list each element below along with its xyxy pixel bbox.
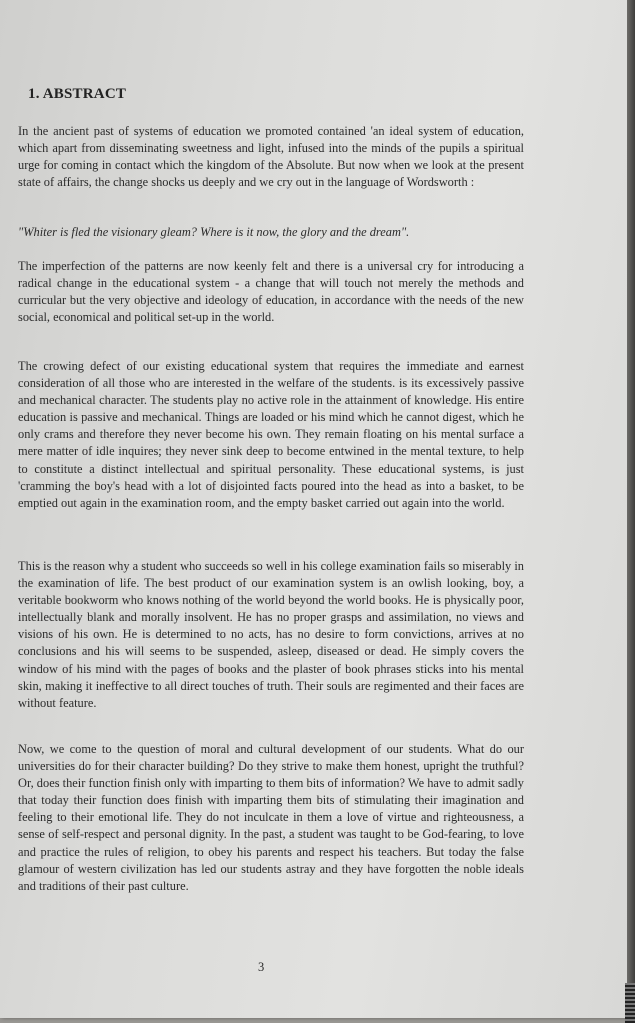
book-binding-edge: [627, 0, 635, 1023]
paragraph-intro: In the ancient past of systems of education we promoted contained 'an ideal system of education, which apart from disseminating sweetness and light, infused into the minds of the pupils a spiritual urge for coming in contact which the kingdom of the Absolute. But now when we look at the present state of affairs, the change shocks us deeply and we cry out in the language of Wordsworth :: [18, 124, 524, 190]
quote-line: "Whiter is fled the visionary gleam? Where is it now, the glory and the dream".: [18, 225, 410, 239]
book-binding-corner: [625, 983, 635, 1023]
paragraph-examination: This is the reason why a student who succeeds so well in his college examination fails so miserably in the examination of life. The best product of our examination system is an owlish looking, boy, a veritable bookworm who knows nothing of the world beyond the world books. He is physically poor, intellectually blank and morally insolvent. He has no proper grasps and assimilation, no views and visions of his own. He is determined to no acts, has no desire to form convictions, arrives at no conclusions and his will seems to be suspended, asleep, diseased or dead. He simply covers the window of his mind with the pages of books and the plaster of book phrases sticks into his mental skin, making it ineffective to all direct touches of truth. Their souls are regimented and their faces are without feature.: [18, 559, 524, 710]
section-heading: 1. ABSTRACT: [28, 86, 127, 102]
page-number: 3: [258, 960, 265, 974]
paragraph-moral: Now, we come to the question of moral and cultural development of our students. What do our universities do for their character building? Do they strive to make them honest, upright the truthful? Or, does their function finish only with imparting to them bits of information? We have to admit sadly that today their function does finish with imparting them bits of stimulating their imagination and feeling to their emotional life. They do not inculcate in them a love of virtue and righteousness, a sense of self-respect and personal dignity. In the past, a student was taught to be God-fearing, to love and practice the rules of religion, to obey his parents and respect his teachers. But today the false glamour of western civilization has led our students astray and they have forgotten the noble ideals and traditions of their past culture.: [18, 742, 524, 893]
paragraph-imperfection: The imperfection of the patterns are now keenly felt and there is a universal cry for introducing a radical change in the educational system - a change that will touch not merely the methods and curricular but the very objective and ideology of education, in accordance with the needs of the new social, economical and political set-up in the world.: [18, 259, 524, 325]
paragraph-defect: The crowing defect of our existing educational system that requires the immediate and earnest consideration of all those who are interested in the welfare of the students. is its excessively passive and mechanical character. The students play no active role in the attainment of knowledge. His entire education is passive and mechanical. Things are loaded or his mind which he cannot digest, which he only crams and therefore they never become his own. They remain floating on his mental surface a mere matter of idle inquires; they never sink deep to become entwined in the mental texture, to help to constitute a distinct intellectual and spiritual personality. These educational systems, is just 'cramming the boy's head with a lot of disjointed facts poured into the head as into a basket, to be emptied out again in the examination room, and the empty basket carried out again into the world.: [18, 359, 524, 510]
